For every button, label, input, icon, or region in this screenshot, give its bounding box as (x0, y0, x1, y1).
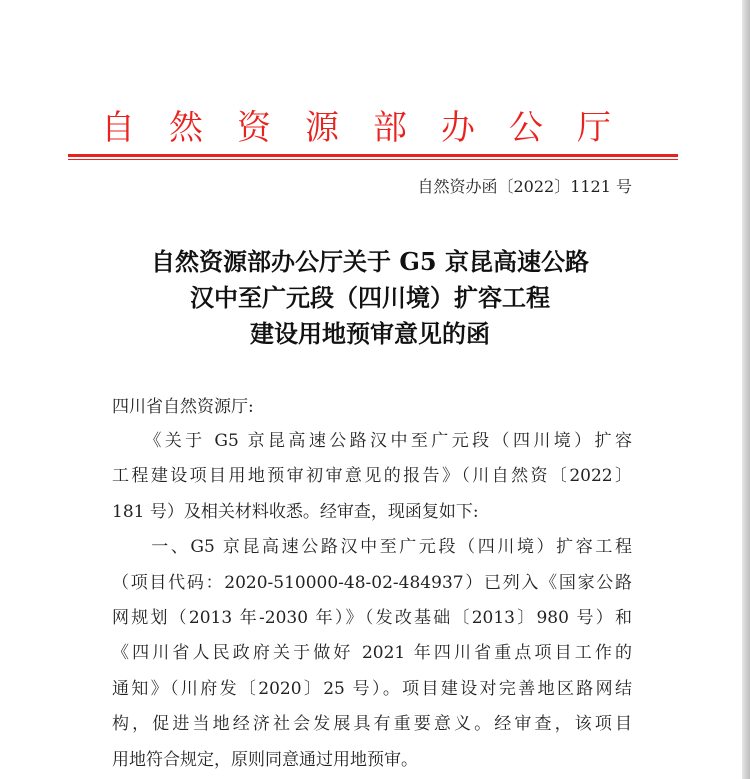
body-line: 181 号）及相关材料收悉。经审查，现函复如下: (112, 501, 479, 522)
body-line: 《四川省人民政府关于做好 2021 年四川省重点项目工作的 (112, 643, 632, 664)
title-line: 建设用地预审意见的函 (250, 319, 490, 348)
body-line: 《关于 G5 京昆高速公路汉中至广元段（四川境）扩容 (112, 431, 632, 451)
page-edge-shadow (742, 0, 750, 779)
body-line: （项目代码：2020-510000-48-02-484937）已列入《国家公路 (112, 572, 632, 593)
document-body (112, 424, 632, 778)
salutation: 四川省自然资源厅: (112, 397, 254, 417)
body-line: 构，促进当地经济社会发展具有重要意义。经审查，该项目 (112, 714, 632, 735)
agency-header: 自然资源部办公厅 (101, 108, 645, 148)
body-line: 网规划（2013 年-2030 年）》（发改基础〔2013〕980 号）和 (112, 608, 632, 629)
document-title (60, 244, 680, 352)
red-separator-thin (68, 159, 678, 160)
red-separator-thick (68, 154, 678, 157)
body-line: 一、G5 京昆高速公路汉中至广元段（四川境）扩容工程 (112, 537, 632, 558)
title-line: 汉中至广元段（四川境）扩容工程 (190, 283, 550, 312)
document-number: 自然资办函〔2022〕1121 号 (417, 177, 632, 196)
body-line: 用地符合规定，原则同意通过用地预审。 (112, 749, 418, 770)
body-line: 通知》（川府发〔2020〕25 号）。项目建设对完善地区路网结 (112, 678, 632, 699)
title-line: 自然资源部办公厅关于 G5 京昆高速公路 (151, 247, 589, 276)
body-line: 工程建设项目用地预审初审意见的报告》（川自然资〔2022〕 (112, 466, 632, 487)
